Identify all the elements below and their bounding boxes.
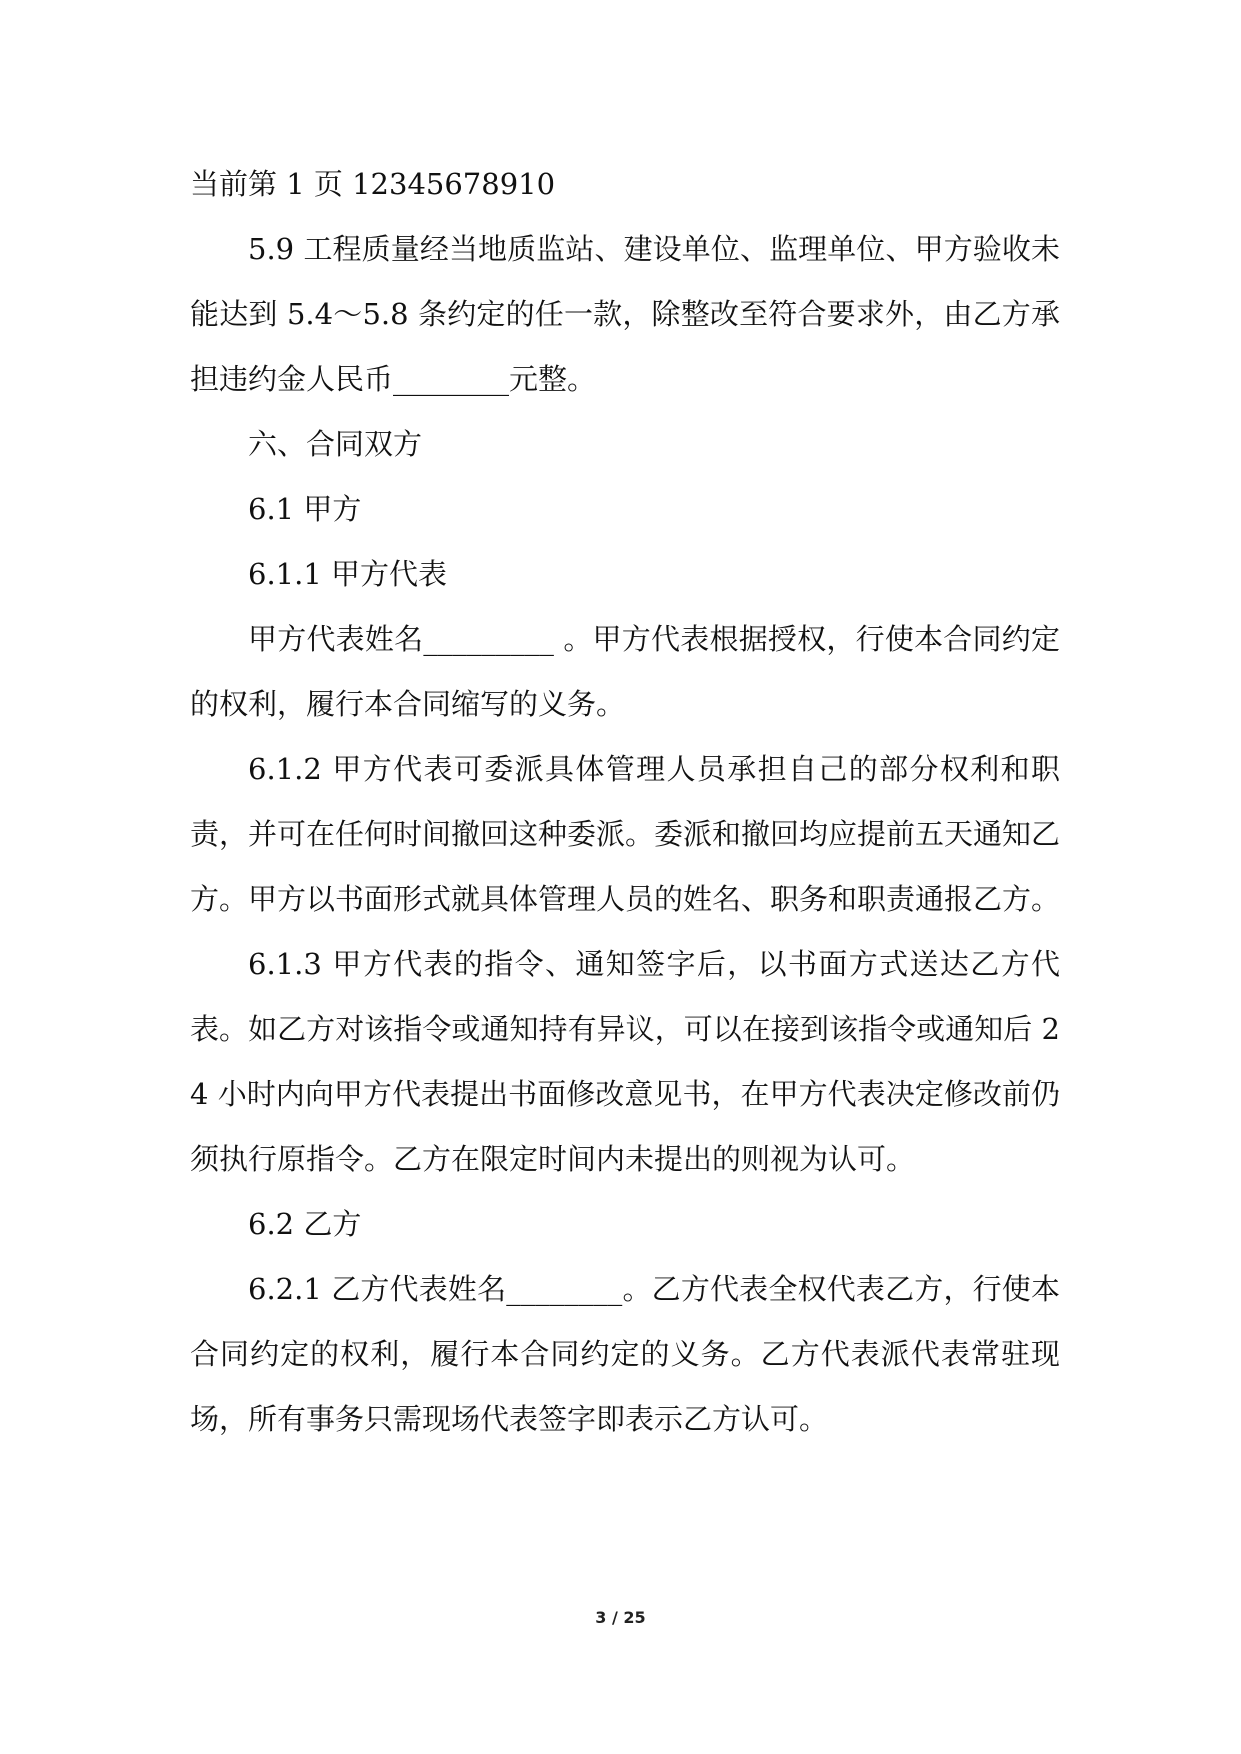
clause-6-1-heading: 6.1 甲方 xyxy=(248,492,362,526)
clause-6-1-1-body: 甲方代表姓名_________ 。甲方代表根据授权，行使本合同约定的权利，履行本合同缩写的义务。 xyxy=(190,622,1060,721)
page-number: 3 / 25 xyxy=(595,1608,646,1627)
clause-6-1-1-heading: 6.1.1 甲方代表 xyxy=(248,557,448,591)
clause-5-9: 5.9 工程质量经当地质监站、建设单位、监理单位、甲方验收未能达到 5.4～5.8 条约定的任一款，除整改至符合要求外，由乙方承担违约金人民币________元整。 xyxy=(190,232,1060,396)
page-header-line: 当前第 1 页 12345678910 xyxy=(190,167,556,201)
clause-6-1-2: 6.1.2 甲方代表可委派具体管理人员承担自己的部分权利和职责，并可在任何时间撤回这种委派。委派和撤回均应提前五天通知乙方。甲方以书面形式就具体管理人员的姓名、职务和职责通报乙方。 xyxy=(190,752,1061,916)
section-6-heading: 六、合同双方 xyxy=(248,427,423,461)
document-body xyxy=(190,152,1060,1452)
clause-6-2-heading: 6.2 乙方 xyxy=(248,1207,362,1241)
clause-6-1-3: 6.1.3 甲方代表的指令、通知签字后，以书面方式送达乙方代表。如乙方对该指令或通知持有异议，可以在接到该指令或通知后 24 小时内向甲方代表提出书面修改意见书，在甲方代表决定修改前仍须执行原指令。乙方在限定时间内未提出的则视为认可。 xyxy=(190,947,1060,1176)
clause-6-2-1: 6.2.1 乙方代表姓名________。乙方代表全权代表乙方，行使本合同约定的权利，履行本合同约定的义务。乙方代表派代表常驻现场，所有事务只需现场代表签字即表示乙方认可。 xyxy=(190,1272,1060,1436)
